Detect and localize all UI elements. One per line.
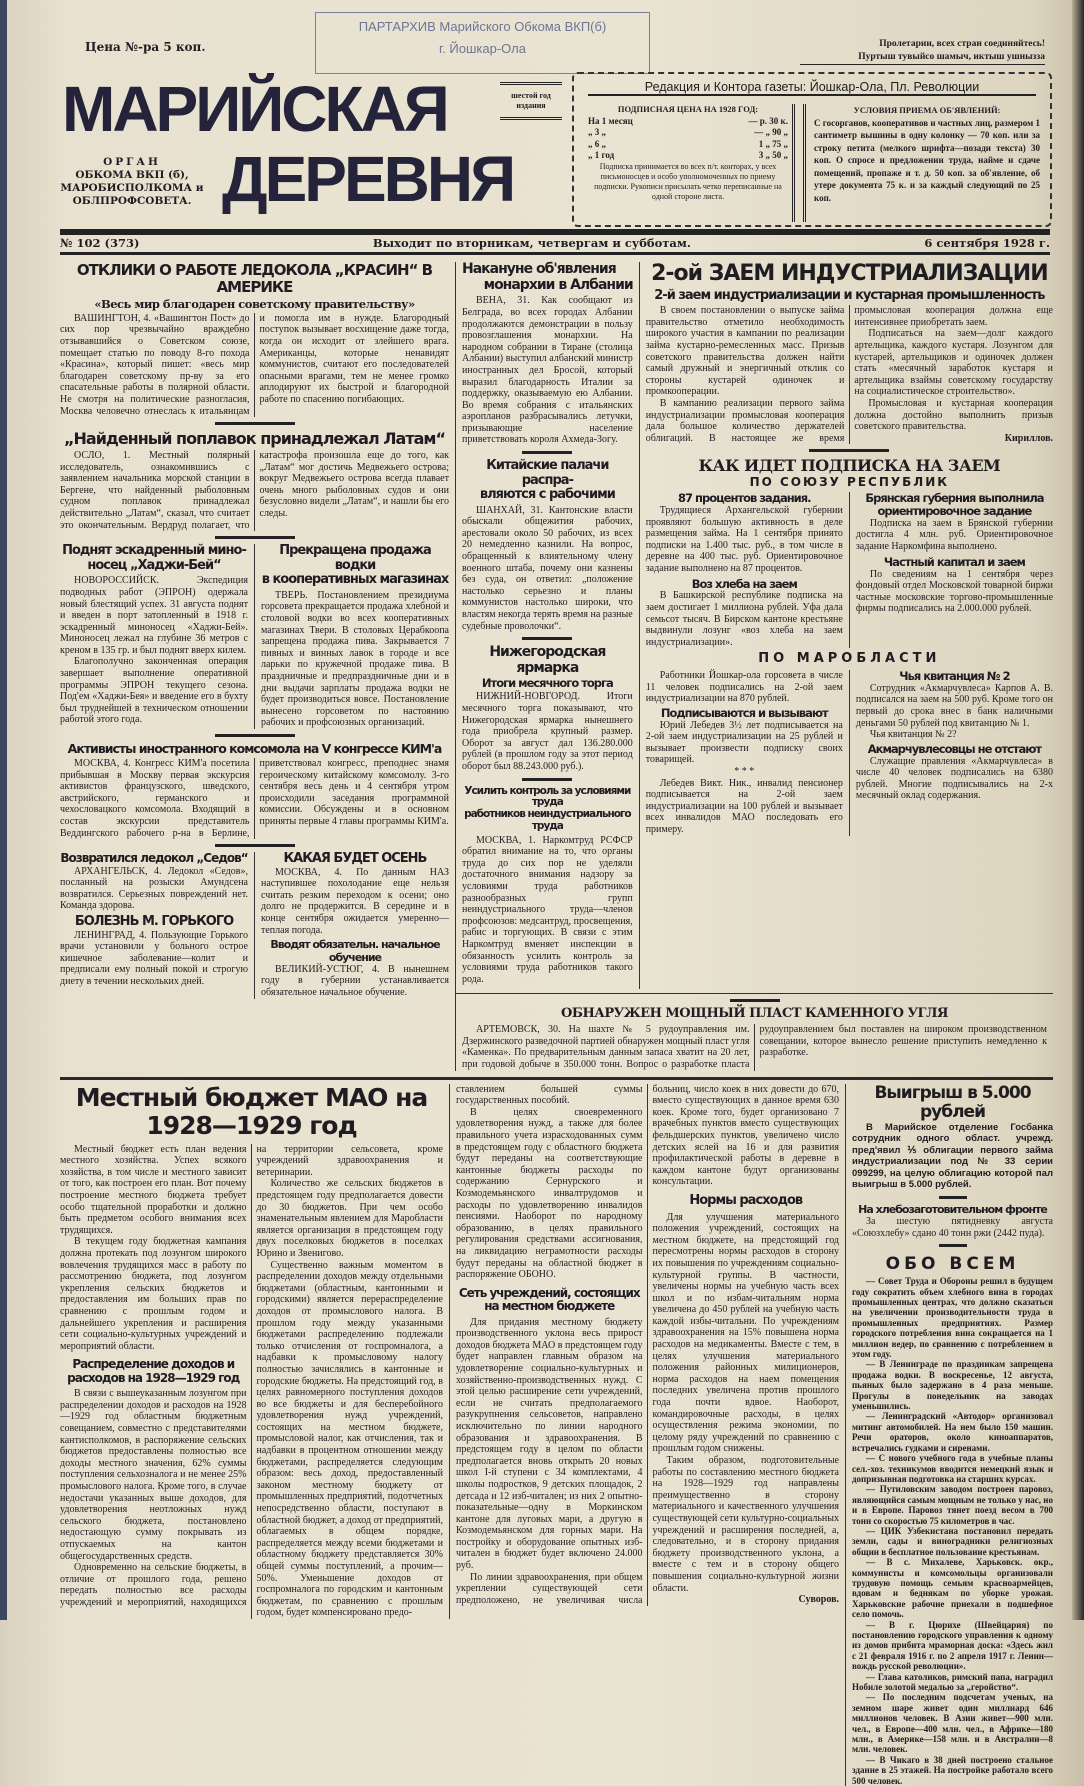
scan-edge-shadow — [1072, 0, 1084, 1620]
section-rule — [60, 1077, 1053, 1080]
subheadline: Распределение доходов и расходов на 1928—1929 год — [67, 1357, 240, 1385]
headline: „Найденный поплавок принадлежал Латам“ — [63, 429, 446, 449]
article-labor — [462, 786, 633, 986]
news-item: — По последним подсчетам ученых, на земном шаре живет один миллиард 646 миллионов человек. В Азии живет—900 млн. чел., в Европе—400 млн. чел., в Африке—180 млн., в Америке—158 млн. и в Австралии—8 млн. человек. — [852, 1692, 1053, 1755]
article-body: НОВОРОССИЙСК. Экспедиция подводных работ (ЭПРОН) одержала новый блестящий успех. 31 августа поднят и введен в порт затопленный в 1918 г. эскадренный миноносец «Хаджи-Бей». Миноносец лежал на глубине 36 метров с креном в 135 гр. и был поднят вверх килем. — [60, 575, 248, 656]
box-divider — [792, 104, 806, 222]
news-item: — В с. Михалеве, Харьковск. окр., коммунисты и комсомольцы организовали трудовую помощь семьям красноармейцев, вдовам и беднякам по уборке урожая. Харьковские рабочие приехали в подшефное село помочь. — [852, 1557, 1053, 1620]
article-grain — [852, 1204, 1053, 1240]
headline: 2-ой ЗАЕМ ИНДУСТРИАЛИЗАЦИИ — [651, 261, 1048, 286]
article-body: По сведениям на 1 сентября через фондовый отдел Московской товарной биржи частные московские торгово-промышленные фирмы подписались на 2.000.000 рублей. — [855, 568, 1054, 615]
slogan-mari: Пуртыш тувыйсо шамыч, иктыш ушнызза — [800, 51, 1045, 65]
article-latham — [60, 430, 449, 539]
subscription-column-left — [646, 492, 849, 648]
item-title: Подписываются и вызывают — [660, 705, 828, 720]
subscription-info-box — [572, 72, 1052, 227]
news-item: — Ленинградский «Автодор» организовал митинг автомобилей. На нем было 150 машин. Речи ораторов, около киноаппаратов, встречались гудками и сиренами. — [852, 1411, 1053, 1453]
headline: КАК ИДЕТ ПОДПИСКА НА ЗАЕМ — [698, 456, 1001, 476]
article-subscription — [646, 449, 1053, 648]
news-item: — В Чикаго в 38 дней построено стальное здание в 25 этажей. На постройке работало всего 500 человек. — [852, 1754, 1053, 1786]
headline: На хлебозаготовительном фронте — [858, 1202, 1047, 1216]
subheadline: ПО СОЮЗУ РЕСПУБЛИК — [749, 474, 950, 489]
article-body: Благополучно законченная операция завершает выполнение оперативной программы ЭПРОН текущего сезона. Под'ем «Хаджи-Бея» и введение его в бухту был труднейшей в техническом отношении работой этого года. — [60, 656, 248, 726]
article-body: Для улучшения материального положения учреждений, состоящих на местном бюджете, на предстоящий год пересмотрены нормы расходов в сторону их повышения по учреждениям социально-культурной группы. В частности, увеличены нормы на учебную часть всех школ и по избам-читальням норма увеличена до 450 рублей на учебную часть каждой избы-читальни. По учреждениям здравоохранения на 15% повышена норма расходов на медикаменты. Вместе с тем, в целях улучшения материального положения районных милиционеров, норма расходов на наем помещения последних увеличена против прошлого года почти вдвое. Наоборот, командировочные расходы, в целях осуществления режима экономии, по целому ряду учреждений по сравнению с прошлым годом снижены. — [652, 1211, 839, 1455]
publication-schedule: Выходит по вторникам, четвергам и субботам. — [372, 236, 691, 250]
separator — [809, 449, 889, 452]
news-item: — ЦИК Узбекистана постановил передать земли, сады и виноградники религиозных общин в бесплатное пользование крестьянам. — [852, 1525, 1053, 1557]
article-body: Таким образом, подготовительные работы по составлению местного бюджета на 1928—1929 год направлены преимущественно в сторону материального и качественного улучшения существующей сети культурно-социальных учреждений и расширения последней, а, следовательно, и в сторону придания бюджету производственного уклона, а вместе с тем и в сторону общего повышения социально-культурной жизни области. — [652, 1455, 839, 1594]
organ-line: ОБКОМА ВКП (б), — [75, 169, 189, 181]
stamp-line: ПАРТАРХИВ Марийского Обкома ВКП(б) — [358, 19, 607, 34]
price-row: „ 1 год 3 „ 50 „ — [588, 150, 788, 160]
news-item: — В Ленинграде по праздникам запрещена продажа водки. В воскресенье, 12 августа, пьяных было задержано в 4 раза меньше. Прогулы в понедельник на заводах уменьшились. — [852, 1359, 1053, 1412]
scan-edge — [0, 0, 7, 1620]
issue-bar — [60, 236, 1050, 250]
issue-number: № 102 (373) — [60, 236, 140, 250]
headline: Поднят эскадренный мино- — [62, 543, 246, 559]
headline: работников неиндустриального труда — [464, 808, 631, 832]
budget-article-right — [449, 1084, 839, 1619]
separator — [215, 734, 295, 737]
article-school-headline: Вводят обязательн. начальное обучение — [270, 938, 440, 964]
separator — [215, 844, 295, 847]
subscription-title: ПОДПИСНАЯ ЦЕНА НА 1928 ГОД: — [617, 104, 759, 114]
item-title: Частный капитал и заем — [883, 554, 1025, 569]
misc-news-list — [852, 1276, 1053, 1786]
article-china — [462, 459, 633, 640]
middle-right-area — [455, 262, 1053, 1071]
article-body: В кампанию реализации первого займа индустриализации промысловая кооперация дала большое количество держателей облигаций. В настоящее же время промысловая кооперация должна еще интенсивнее приобретать заем. — [645, 305, 1053, 444]
article-body: За шестую пятидневку августа «Союзхлебу» сдано 40 тонн ржи (2442 пуда). — [852, 1216, 1053, 1239]
separator — [730, 999, 780, 1002]
subheadline: Нормы расходов — [689, 1192, 803, 1208]
marobl-column-left — [646, 670, 849, 836]
section-marobl — [646, 652, 1053, 835]
newspaper-title-line1: МАРИЙСКАЯ — [62, 73, 447, 145]
subheadline: 2-й заем индустриализации и кустарная промышленность — [654, 287, 1045, 303]
article-body: ВАШИНГТОН, 4. «Вашингтон Пост» до сих пор чрезвычайно враждебно отзывавшийся о Советском союзе, помещает статью по поводу 8-го похода «Красина», который пишет: «весь мир благодарен советскому пр-ву за его спасательные работы в полярной области. Не смотря на политические разногласия, Москва человечно отнеслась к итальянцам и помогла им в нужде. Благородный поступок вызывает восхищение даже тогда, когда он исходит от злейшего врага. Американцы, которые ненавидят коммунистов, считают его последователей опасными врагами, тем не менее громко аплодируют их быстрой и благородной работе по спасению погибающих. — [60, 312, 449, 417]
article-body: В целях своевременного удовлетворения нужд, а также для более правильного учета израсходованных сумм в предстоящем году с областного бюджета будут переданы на соответствующие кантонные бюджеты расходы по содержанию Сернурского и Козмодемьянского инвалтрудомов и расходы по удовлетворению инвалидов пенсиями. Наоборот по народному образованию, в целях правильного регулирования средствами ассигнования, на ликвидацию неграмотности расходы будут переданы на областной бюджет в распоряжение ОБОНО. — [456, 1106, 643, 1281]
article-coal — [456, 993, 1053, 1070]
headline: Местный бюджет МАО на 1928—1929 год — [75, 1082, 428, 1140]
subscription-prices — [588, 104, 788, 202]
article-kim — [60, 734, 449, 847]
headline: Накануне об'явления — [462, 261, 616, 277]
article-fair — [462, 645, 633, 780]
article-body: ОСЛО, 1. Местный полярный исследователь, ознакомившись с заявлением начальника морской станции в Бергене, что найденный рыболовным судном поплавок принадлежал действительно „Латам“, сказал, что считает это окончательным. Вердруд полагает, что катастрофа произошла еще до того, как „Латам“ мог достичь Медвежьего острова; вокруг Медвежьего острова всегда плавает очень много рыболовных судов и они безусловно видели „Латам“, и нашли бы его следы. — [60, 450, 449, 531]
subheadline: Итоги месячного торга — [481, 675, 613, 690]
article-hadji-bey — [60, 544, 254, 729]
separator — [522, 637, 572, 640]
headline: монархии в Албании — [483, 276, 633, 293]
article-vodka — [254, 544, 449, 729]
headline: Усилить контроль за условиями труда — [464, 784, 631, 809]
subscription-column-right — [849, 492, 1053, 648]
article-body: ТВЕРЬ. Постановлением президиума горсовета прекращается продажа хлебной и столовой водки во всех кооперативных магазинах Твери. В столовых Церабкоопа запрещена продажа пива. Закрывается 7 пивных и винных лавок в городе и все ларьки по кружечной продаже пива. В праздничные и предпраздничные дни и в дни выдачи зарплаты продажа водки не будет производиться вовсе. Постановление вынесено горсоветом по настоянию рабочих и профсоюзных организаций. — [261, 589, 449, 729]
price-row: „ 3 „ — „ 90 „ — [588, 127, 788, 137]
article-body: АРХАНГЕЛЬСК, 4. Ледокол «Седов», посланный на розыски Амундсена возвратился. Серьезных повреждений нет. Команда здорова. — [60, 865, 248, 912]
headline: Прекращена продажа водки — [279, 543, 431, 573]
article-body: Подписаться на заем—долг каждого артельщика, каждого кустаря. Лозунгом для кустарей, артельщиков и одиночек должен стать «месячный заработок кустаря и артельщика взаймы советскому государству на социалистическое строительство». — [854, 328, 1053, 398]
headline: в кооперативных магазинах — [261, 572, 449, 588]
organ-block — [52, 156, 212, 208]
item-title: Воз хлеба на заем — [691, 576, 797, 591]
lower-section — [60, 1084, 1053, 1786]
article-autumn — [254, 852, 449, 999]
separator — [215, 422, 295, 425]
article-body: Лебедев Викт. Ник., инвалид пенсионер подписывается на 2-ой заем индустриализации на 100 рублей и вызывает всех инвалидов МАО последовать его примеру. — [645, 777, 843, 835]
masthead-rule — [60, 229, 1050, 235]
marobl-column-right — [849, 670, 1053, 836]
editorial-address: Редакция и Контора газеты: Йошкар-Ола, Пл. Революции — [588, 80, 1036, 96]
author-signature: Кириллов. — [1004, 432, 1053, 444]
separator — [215, 536, 295, 539]
slogan-russian: Пролетарии, всех стран соединяйтесь! — [879, 39, 1045, 49]
article-body: ЛЕНИНГРАД, 4. Пользующие Горького врачи установили у больного острое кишечное заболевание—колит и предписали ему полный покой и строгую диету в течении нескольких дней. — [60, 929, 248, 987]
organ-label: ОРГАН — [103, 156, 161, 168]
subscription-note: Подписка принимается во всех п/т. конторах, у всех письмоносцев и особо уполномоченных по приему подписки. Рукописи присылать четко переписанные на одной стороне листа. — [594, 161, 782, 201]
section-headline: ОБО ВСЕМ — [885, 1254, 1020, 1275]
headline: Возвратился ледокол „Седов“ — [60, 851, 248, 866]
price-row: „ 6 „ 1 „ 75 „ — [588, 138, 788, 149]
asterism: * * * — [734, 765, 755, 777]
ads-text: С госорганов, кооперативов и частных лиц, размером 1 сантиметр вышины в одну колонку — 70 коп. или за строку петита (мелкого шрифта—позади текста) 30 коп. О спросе и предложении труда, найме и сдаче помещений, пропаже и т. д. 50 коп. за об'явление, об утере документа 75 к. и за каждый следующий по 25 коп. — [814, 117, 1040, 203]
page-content — [60, 262, 1053, 1786]
masthead-rule — [60, 252, 1050, 255]
article-body: По линии здравоохранения, при общем укреплении существующей сети предположено, не увеличивая числа больниц, число коек в них довести до 670, вместо существующих в данное время 630 коек. Кроме того, будет организовано 7 врачебных пунктов вместо существующих фельдшерских пунктов, увеличено число детских яслей на 16 и для развития профилактической работы в деревне в каждом кантоне будут организованы консультации. — [456, 1083, 839, 1606]
right-column-lower — [845, 1084, 1053, 1786]
right-column — [640, 262, 1053, 989]
headline: вляются с рабочими — [479, 487, 615, 503]
article-body: Работники Йошкар-ола горсовета в числе 11 человек подписались на 2-ой заем индустриализации на 870 рублей. — [645, 669, 843, 705]
article-krasin — [60, 262, 449, 425]
article-budget — [60, 1084, 845, 1786]
news-item: — Путиловским заводом построен паровоз, являющийся самым мощным не только у нас, но и в Европе. Паровоз тянет поезд весом в 700 тонн со скоростью 75 километров в час. — [852, 1484, 1053, 1526]
article-body: Сотрудник «Акмарчувлеса» Карпов А. В. подписался на заем на 500 руб. Кроме того он первый до срока внес в банк наличными деньгами 50 рублей под квитанцию № 1. — [855, 682, 1054, 729]
item-title: 87 процентов задания. — [678, 491, 811, 506]
article-body: АРТЕМОВСК, 30. На шахте № 5 рудоуправления им. Дзержинского разведочной партией обнаружен мощный пласт угля «Каменка». По предварительным данным запаса хватит на 20 лет, при годовой добыче в 350.000 тонн. Вопрос о разработке пласта рудоуправлением был поставлен на широком производственном совещании, которое вынесло решение приступить немедленно к разработке. — [462, 1024, 1047, 1071]
article-body: Количество же сельских бюджетов в предстоящем году предполагается довести до 30 бюджетов. При чем особо знаменательным явлением для Маробласти является организация в предстоящем году двух поселковых бюджетов в поселках Юрино и Звенигово. — [256, 1178, 443, 1259]
article-body: ВЕНА, 31. Как сообщают из Белграда, во всех городах Албании продолжаются демонстрации в пользу провозглашения монархии. На народном собрании в Тиране (столица Албании) выступил албанский министр иностранных дел Бросой, который выразил благодарность Италии за поддержку, оказываемую ею Албании. Во время собрания с итальянских аэропланов разбрасывались летучки, призывающие население приветствовать короля Ахмеда-Зогу. — [462, 295, 633, 446]
headline: Активисты иностранного комсомола на V конгрессе КИМ'а — [67, 740, 442, 756]
separator — [939, 1244, 967, 1247]
article-body: Чья квитанция № 2? — [869, 729, 957, 741]
slogan-block — [800, 38, 1045, 65]
article-body: МОСКВА, 4. Конгресс КИМ'а посетила прибывшая в Москву первая экскурсия активистов французского, шведского, австрийского, германского и чехословацкого комсомола. Входящий в состав экскурсии представитель Веддингского рабочего р-на в Берлине, приветствовал конгресс, преподнес знамя героическому китайскому комсомолу. 3-го сентября весь день и 4 сентября утром происходили заседания программной комиссии. Обсуждены и в основном приняты первые 4 главы программы КИМ'а. — [60, 757, 449, 839]
article-body: В Башкирской республике подписка на заем достигает 1 миллиона рублей. Уфа дала семьсот тысяч. В Бирском кантоне крестьяне выдвинули лозунг «воз хлеба на заем индустриализации». — [645, 590, 843, 648]
article-body: Подписка на заем в Брянской губернии достигла 4 млн. руб. Ориентировочное задание Наркомфина выполнено. — [855, 517, 1054, 553]
headline: ОТКЛИКИ О РАБОТЕ ЛЕДОКОЛА „КРАСИН“ В АМЕРИКЕ — [76, 261, 433, 296]
subheadline: «Весь мир благодарен советскому правительству» — [94, 296, 415, 311]
article-body: В Марийское отделение Госбанка сотрудник одного област. учрежд. пред'явил ⅕ облигации первого займа индустриализации под № 33 серии 099299, на целую облигацию которой пал выигрыш в 5.000 рублей. — [852, 1121, 1053, 1191]
article-body: Существенно важным моментом в распределении доходов между отдельными бюджетами (областным, кантонными и городскими) является перераспределение доходов от промыслового налога. В прошлом году между указанными бюджетами распределению подлежали только отчисления от госпромналога, а надбавки к промысловому налогу полностью зачислялись в кантонные и городские бюджеты. На предстоящий год, в целях равномерного поступления доходов во все бюджеты и для бесперебойного удовлетворения нужд учреждений, состоящих на местном бюджете, промысловой налог, как отчисления, так и надбавки в процентном отношении между бюджетами, распределяется следующим образом: весь доход, предоставленный законом местному бюджету от промышленных предприятий, подотчетных непосредственно области, поступают в областной бюджет, а доход от предприятий, облагаемых в общем порядке, распределяется между всеми бюджетами и областному бюджету представляется 30% общей суммы поступлений, а прочим—50%. Уменьшение доходов от госпромналога по городским и кантонным бюджетам, по сравнению с прошлым годом, будет компенсировано предо- — [256, 1259, 443, 1619]
item-title: Чья квитанция № 2 — [899, 668, 1010, 683]
article-body: Промысловая и кустарная кооперация должна достойно выполнить призыв советского правительства. — [854, 397, 1053, 433]
year-of-publication: шестой год издания — [500, 82, 562, 120]
article-body: Местный бюджет есть план ведения местного хозяйства. Успех всякого хозяйства, в том числе и местного зависит от того, как построен его план. Вот почему построение местного бюджета требует особо тщательной проработки и должно быть предметом особого внимания всех трудящихся. — [60, 1143, 247, 1236]
organ-line: МАРОБИСПОЛКОМА и — [60, 182, 204, 194]
article-gorky-headline: БОЛЕЗНЬ М. ГОРЬКОГО — [74, 913, 234, 929]
author-signature: Суворов. — [798, 1594, 839, 1606]
archive-stamp — [315, 12, 650, 74]
article-body: МОСКВА, 1. Наркомтруд РСФСР обратил внимание на то, что органы труда до сих пор не уделяли достаточного внимания надзору за условиями труда работников разнообразных групп неиндустриального труда—членов профсоюзов: медсантруд, просвещения, рабис и торгующих. В связи с этим Наркомтруд вменяет инспекции в обязанность усилить контроль за условиями труда работников такого рода. — [462, 834, 633, 985]
article-body: В своем постановлении о выпуске займа правительство отметило необходимость широкого участия в кампании по реализации займа кустарно-ремесленных масс. Призыв советского правительства должен найти самый дружный и энергичный отклик со стороны кустарей одиночек и промкооперации. — [645, 305, 845, 398]
article-body: НИЖНИЙ-НОВГОРОД. Итоги месячного торга показывают, что Нижегородская ярмарка нынешнего года приобрела крупный размер. Оборот за август дал 136.280.000 рублей (в прошлом году за этот период оборот был 88.243.000 руб.). — [462, 691, 633, 773]
headline: КАКАЯ БУДЕТ ОСЕНЬ — [283, 851, 427, 867]
budget-article-left — [60, 1084, 449, 1619]
article-body: Трудящиеся Архангельской губернии проявляют большую активность в деле размещения займа. На 1 сентября принято подписки на 1.400 тыс. руб., в том числе в деревне на 400 тыс. руб. Ориентировочное задание выполнено на 87 процентов. — [645, 505, 843, 574]
article-albania — [462, 262, 633, 454]
ads-title: УСЛОВИЯ ПРИЕМА ОБ'ЯВЛЕНИЙ: — [853, 105, 1001, 115]
article-body: Служащие правления «Акмарчувлеса» в числе 40 человек подписались на 6380 рублей. Многие подписывались на 2-х месячный оклад содержания. — [855, 755, 1054, 802]
ads-conditions — [814, 104, 1040, 204]
article-body: МОСКВА, 4. По данным НАЗ наступившее похолодание еще нельзя считать резким переходом к осени; оно долго не продержится. В середине и в конце сентября ожидается умеренно—теплая погода. — [261, 866, 449, 936]
article-body: Юрий Лебедев 3½ лет подписывается на 2-ой заем индустриализации на 25 рублей и вызывает произвести подписку своих товарищей. — [645, 719, 843, 766]
newspaper-title-line2: ДЕРЕВНЯ — [222, 143, 514, 215]
news-item: — В г. Цюрихе (Швейцария) по постановлению городского управления к одному из домов прибита мраморная доска: «Здесь жил с 21 февраля 1916 г. по 2 апреля 1917 г. Ленин—вождь русской революции». — [852, 1619, 1053, 1672]
separator — [522, 451, 572, 454]
separator — [522, 778, 572, 781]
news-item: — Глава католиков, римский папа, наградил Нобиле золотой медалью за „геройство“. — [852, 1671, 1053, 1693]
issue-date: 6 сентября 1928 г. — [924, 236, 1050, 250]
article-body: ВЕЛИКИЙ-УСТЮГ, 4. В нынешнем году в губернии устанавливается обязательное начальное обучение. — [261, 963, 449, 999]
article-body: Одновременно на сельские бюджеты, в отличие от прошлого года, решено передать полностью все расходы учреждений и мероприятий, находящихся на территории сельсовета, кроме учреждений здравоохранения и ветеринарии. — [60, 1143, 443, 1608]
headline: Нижегородская ярмарка — [489, 644, 606, 676]
article-body: ШАНХАЙ, 31. Кантонские власти обыскали общежития рабочих, арестовали около 50 рабочих, из всех 20 немедленно казнили. На вопрос, обращенный к влиятельному члену военного штаба, почему они казнены без суда, он ответил: „положение настолько серьезно и планы коммунистов настолько широки, что властям некогда терять время на разные судебные проволочки“. — [462, 504, 633, 632]
issue-price: Цена №-ра 5 коп. — [85, 40, 206, 54]
stamp-line: г. Йошкар-Ола — [439, 41, 526, 56]
article-win — [852, 1084, 1053, 1191]
separator — [939, 1196, 967, 1199]
item-title: Брянская губерния выполнила ориентировочное задание — [865, 491, 1044, 518]
middle-column — [456, 262, 640, 989]
article-body: ставлением большей суммы государственных пособий. — [456, 1083, 643, 1107]
article-body: Для придания местному бюджету производственного уклона весь прирост доходов бюджета МАО в предстоящем году будет направлен главным образом на удовлетворение социально-культурных и хозяйственно-производственных нужд. С этой целью расширение сети учреждений, если не считать предполагаемого разукрупнения сельсоветов, направлено исключительно по линии народного образования и здравоохранения. В предстоящем году в целом по области предполагается вновь открыть 20 новых школ I-й ступени с 34 комплектами, 4 школы подростков, 9 детских площадок, 2 детсада и 12 изб-читален; из них 2 опытно-показательные—одну в Моркинском кантоне для луговых мари, а другую в Козмодемьянском для горных мари. На постройку и оборудование опытных изб-читален в бюджет будет включено 24.000 руб. — [456, 1316, 643, 1572]
headline: Выигрыш в 5.000 рублей — [874, 1082, 1031, 1122]
item-title: Акмарчувлесовцы не отстают — [867, 741, 1042, 756]
news-item: — Совет Труда и Обороны решил в будущем году сократить объем хлебного вина в городах промышленных центрах, что должно сказаться на увеличении производительности труда в промышленных предприятиях. Размер городского потребления вина сокращается на 1 миллион ведер, по сравнению с потреблением в этом году. — [852, 1276, 1053, 1360]
organ-line: ОБЛПРОФСОВЕТА. — [72, 195, 192, 207]
upper-section — [60, 262, 1053, 1071]
section-headline: ПО МАРОБЛАСТИ — [758, 651, 941, 667]
price-row: На 1 месяц — р. 30 к. — [588, 115, 788, 126]
news-item: — С нового учебного года в учебные планы сел.-хоз. техникумов вводится немецкий язык и допризывная подготовка на старших курсах. — [852, 1453, 1053, 1484]
headline: Китайские палачи распра- — [486, 458, 609, 488]
headline: носец „Хаджи-Бей“ — [87, 557, 221, 573]
article-body: В связи с вышеуказанным лозунгом при распределении доходов и расходов на 1928—1929 год областным бюджетным совещанием, совместно с представителями кантисполкомов, в распоряжение сельских бюджетов предоставлены полностью все доходы местного значения, 62% суммы поступления сельхозналога и не менее 25% промыслового налога. Кроме того, в случае недостачи указанных выше доходов, для удовлетворения неотложных нужд сельского бюджета, постановлено недостающую сумму покрывать из отпускаемых на кантон общегосударственных средств. — [60, 1388, 247, 1562]
left-area — [60, 262, 455, 1071]
article-body: В текущем году бюджетная кампания должна протекать под лозунгом широкого вовлечения трудящихся масс в работу по рассмотрению бюджета, под лозунгом укрепления сельских бюджетов и предоставления им больших прав по сравнению с прошлым годом и дальнейшего укрепления и расширения сети социально-культурных учреждений и мероприятий области. — [60, 1236, 247, 1352]
subheadline: Сеть учреждений, состоящих на местном бюджете — [458, 1285, 640, 1314]
headline: ОБНАРУЖЕН МОЩНЫЙ ПЛАСТ КАМЕННОГО УГЛЯ — [561, 1006, 948, 1022]
article-sedov — [60, 852, 254, 999]
article-loan — [646, 262, 1053, 444]
